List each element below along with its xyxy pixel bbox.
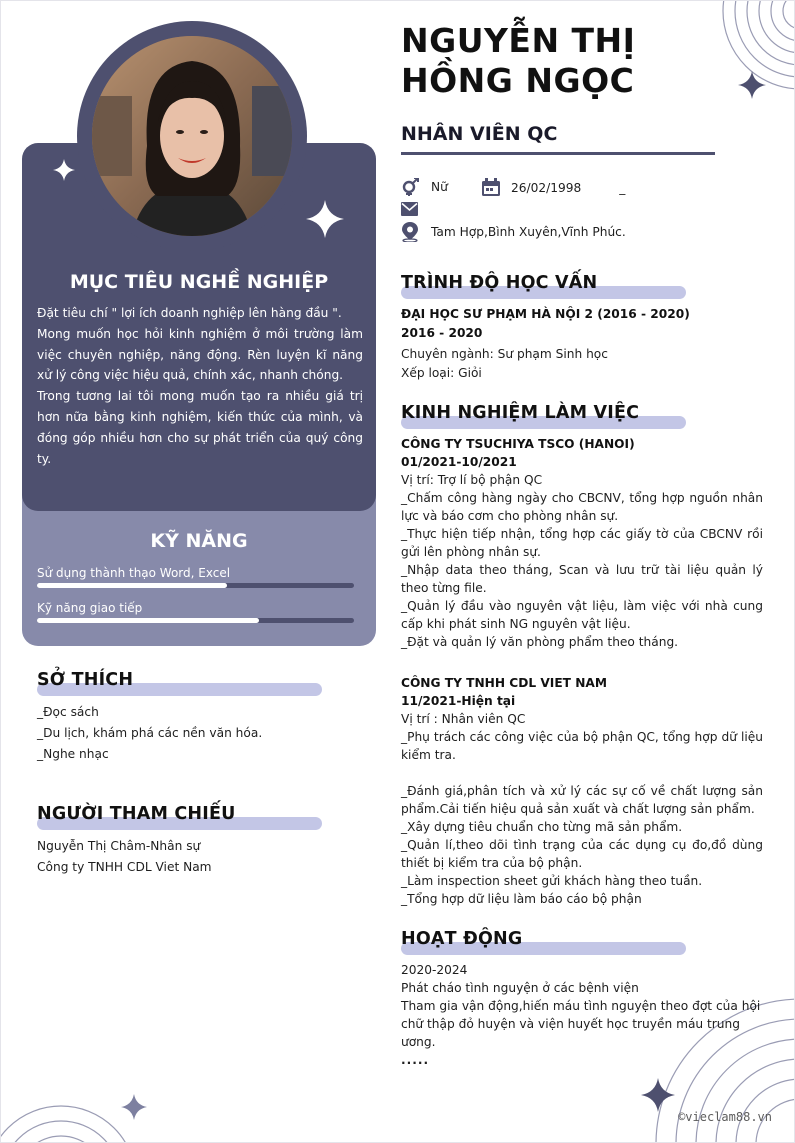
activities-block (401, 961, 763, 1069)
job-company: CÔNG TY TNHH CDL VIET NAM (401, 676, 607, 690)
objective-paragraph: Mong muốn học hỏi kinh nghiệm ở môi trường làm việc chuyên nghiệp, năng động. Rèn luyện kĩ năng xử lý công việc hiệu quả, chính xác, nhanh chóng. (37, 326, 363, 383)
mail-icon (401, 202, 418, 216)
job-duty: _Làm inspection sheet gửi khách hàng theo tuần. (401, 874, 703, 888)
skill-item (37, 600, 354, 623)
location-icon (401, 222, 419, 242)
email-row (401, 202, 430, 216)
hobby-item: _Nghe nhạc (37, 747, 109, 761)
education-heading (401, 273, 597, 299)
dob-row (481, 178, 625, 197)
job-position: Vị trí : Nhân viên QC (401, 712, 526, 726)
activity-line: Phát cháo tình nguyện ở các bệnh viện (401, 981, 639, 995)
education-period: 2016 - 2020 (401, 326, 483, 340)
sparkle-icon (738, 71, 766, 99)
reference-line: Công ty TNHH CDL Viet Nam (37, 860, 212, 874)
sparkle-icon (53, 159, 75, 181)
education-school: ĐẠI HỌC SƯ PHẠM HÀ NỘI 2 (2016 - 2020) (401, 307, 690, 321)
hobbies-heading (37, 670, 133, 696)
role-divider (401, 152, 715, 155)
objective-paragraph: Đặt tiêu chí " lợi ích doanh nghiệp lên hàng đầu ". (37, 306, 342, 320)
job-duty: _Tổng hợp dữ liệu làm báo cáo bộ phận (401, 892, 642, 906)
references-list (37, 836, 212, 878)
skill-item (37, 565, 354, 588)
activities-title: HOẠT ĐỘNG (401, 929, 523, 949)
skill-bar-fill (37, 618, 259, 623)
dob-suffix: _ (619, 180, 626, 195)
ring-decoration-bottom-left (1, 1071, 131, 1143)
job-duty: _Đánh giá,phân tích và xử lý các sự cố về chất lượng sản phẩm.Cải tiến hiệu quả sản xuất và chất lượng sản phẩm. (401, 784, 763, 816)
education-title: TRÌNH ĐỘ HỌC VẤN (401, 273, 598, 293)
hobby-item: _Đọc sách (37, 705, 99, 719)
skills-title: KỸ NĂNG (150, 530, 248, 552)
activities-heading (401, 929, 522, 955)
experience-heading (401, 403, 639, 429)
reference-line: Nguyễn Thị Châm-Nhân sự (37, 839, 201, 853)
activity-ellipsis: ..... (401, 1053, 430, 1067)
job-duty: _Phụ trách các công việc của bộ phận QC, tổng hợp dữ liệu kiểm tra. (401, 730, 763, 762)
sparkle-icon (306, 200, 344, 238)
gender-row (401, 178, 448, 196)
address-value: Tam Hợp,Bình Xuyên,Vĩnh Phúc. (431, 225, 626, 239)
references-title: NGƯỜI THAM CHIẾU (37, 804, 236, 824)
job-period: 11/2021-Hiện tại (401, 694, 516, 708)
spacer (401, 764, 763, 782)
job-period: 01/2021-10/2021 (401, 455, 517, 469)
objective-text (37, 303, 363, 469)
gender-icon (401, 178, 421, 196)
skill-bar-fill (37, 583, 227, 588)
hobby-item: _Du lịch, khám phá các nền văn hóa. (37, 726, 263, 740)
watermark: ©vieclam88.vn (678, 1110, 772, 1124)
calendar-icon (481, 178, 501, 197)
experience-job (401, 435, 763, 651)
job-duty: _Xây dựng tiêu chuẩn cho từng mã sản phẩm. (401, 820, 683, 834)
job-duty: _Đặt và quản lý văn phòng phẩm theo tháng. (401, 635, 679, 649)
address-row (401, 222, 626, 242)
education-block (401, 305, 763, 383)
sparkle-icon (121, 1094, 147, 1120)
job-duty: _Quản lí,theo dõi tình trạng của các dụng cụ đo,đồ dùng thiết bị kiểm tra của bộ phận. (401, 838, 763, 870)
skill-label: Kỹ năng giao tiếp (37, 601, 143, 615)
skill-bar (37, 583, 354, 588)
objective-paragraph: Trong tương lai tôi mong muốn tạo ra nhiều giá trị hơn nữa bằng kinh nghiệm, kiến thức của mình, và đóng góp nhiều hơn cho sự phát triển của quý công ty. (37, 389, 363, 466)
job-position: Vị trí: Trợ lí bộ phận QC (401, 473, 543, 487)
skill-bar (37, 618, 354, 623)
experience-job (401, 674, 763, 908)
education-major: Chuyên ngành: Sư phạm Sinh học (401, 347, 608, 361)
job-duty: _Nhập data theo tháng, Scan và lưu trữ tài liệu quản lý theo từng file. (401, 563, 763, 595)
hobbies-list (37, 702, 262, 765)
job-company: CÔNG TY TSUCHIYA TSCO (HANOI) (401, 437, 635, 451)
hobbies-title: SỞ THÍCH (37, 670, 134, 690)
job-duty: _Quản lý đầu vào nguyên vật liệu, làm việc với nhà cung cấp khi phát sinh NG nguyên vật liệu. (401, 599, 763, 631)
experience-title: KINH NGHIỆM LÀM VIỆC (401, 403, 640, 423)
candidate-name: NGUYỄN THỊ HỒNG NGỌC (401, 21, 636, 100)
dob-value: 26/02/1998 (511, 180, 582, 195)
candidate-role: NHÂN VIÊN QC (401, 123, 558, 145)
activity-period: 2020-2024 (401, 963, 468, 977)
activity-line: Tham gia vận động,hiến máu tình nguyện theo đợt của hội chữ thập đỏ huyện và viện huyết học truyền máu trung ương. (401, 999, 761, 1049)
skill-label: Sử dụng thành thạo Word, Excel (37, 566, 231, 580)
objective-title: MỤC TIÊU NGHỀ NGHIỆP (69, 271, 329, 293)
sparkle-icon (641, 1078, 675, 1112)
job-duty: _Chấm công hàng ngày cho CBCNV, tổng hợp nguồn nhân lực và báo cơm cho phòng nhân sự. (401, 491, 763, 523)
references-heading (37, 804, 236, 830)
job-duty: _Thực hiện tiếp nhận, tổng hợp các giấy tờ của CBCNV rồi gửi lên phòng nhân sự. (401, 527, 763, 559)
education-grade: Xếp loại: Giỏi (401, 366, 482, 380)
avatar (92, 36, 292, 236)
gender-value: Nữ (431, 180, 448, 194)
